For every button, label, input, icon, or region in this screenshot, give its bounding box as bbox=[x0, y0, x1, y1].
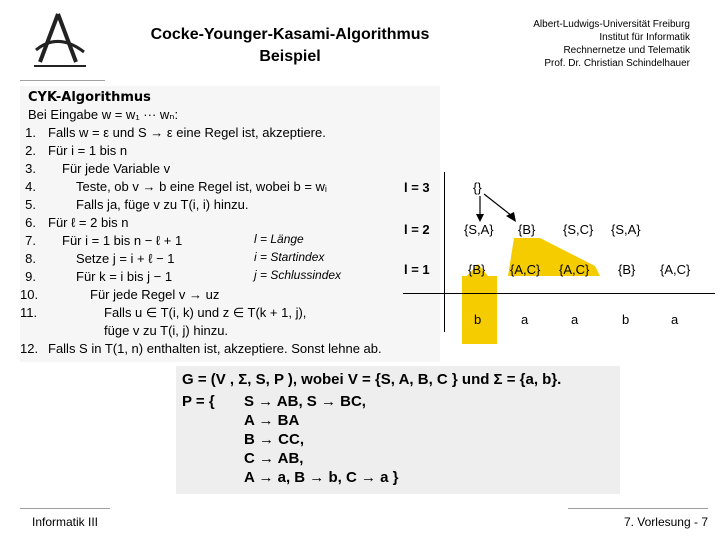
university-line: Institut für Informatik bbox=[599, 32, 690, 43]
input-symbol: b bbox=[474, 312, 482, 327]
table-horizontal-axis bbox=[403, 293, 715, 294]
table-cell: {B} bbox=[468, 262, 486, 277]
university-info bbox=[490, 18, 690, 70]
algorithm-input-line: Bei Eingabe w = w₁ ··· wₙ: bbox=[28, 107, 179, 122]
arrow-line-right bbox=[484, 194, 512, 216]
table-cell: {B} bbox=[518, 222, 536, 237]
table-cell: {A,C} bbox=[559, 262, 590, 277]
arrow-head-left bbox=[476, 214, 484, 222]
algorithm-line: 2. Für i = 1 bis n bbox=[25, 143, 128, 158]
production-rule: S → AB, S → BC, bbox=[244, 393, 366, 410]
algorithm-line: 3. Für jede Variable v bbox=[25, 161, 171, 176]
table-cell: {} bbox=[473, 180, 482, 195]
algorithm-heading: CYK-Algorithmus bbox=[28, 90, 151, 105]
production-rule: B → CC, bbox=[244, 431, 304, 448]
input-symbol: b bbox=[622, 312, 630, 327]
production-rule: A → a, B → b, C → a } bbox=[244, 469, 399, 486]
footer-lecture: 7. Vorlesung - 7 bbox=[568, 508, 708, 529]
title-line-2: Beispiel bbox=[259, 48, 321, 65]
footer-course: Informatik III bbox=[20, 508, 110, 529]
university-line: Rechnernetze und Telematik bbox=[563, 45, 690, 56]
algorithm-line: 1. Falls w = ε und S → ε eine Regel ist, akzeptiere. bbox=[25, 125, 326, 140]
input-symbol: a bbox=[671, 312, 679, 327]
arrow-head-right bbox=[506, 212, 516, 222]
table-cell: {S,A} bbox=[611, 222, 641, 237]
table-cell: {A,C} bbox=[510, 262, 541, 277]
algorithm-line: 11. Falls u ∈ T(i, k) und z ∈ T(k + 1, j), bbox=[20, 305, 307, 320]
algorithm-line: 5. Falls ja, füge v zu T(i, i) hinzu. bbox=[25, 197, 249, 212]
university-logo bbox=[28, 10, 108, 72]
algorithm-line: füge v zu T(i, j) hinzu. bbox=[104, 323, 229, 338]
input-symbol: a bbox=[521, 312, 529, 327]
input-symbol: a bbox=[571, 312, 579, 327]
highlight-column-b bbox=[462, 276, 497, 344]
row-label-l1: l = 1 bbox=[404, 262, 430, 277]
university-line: Albert-Ludwigs-Universität Freiburg bbox=[533, 19, 690, 30]
production-rule: A → BA bbox=[244, 412, 300, 429]
note-end-index: j = Schlussindex bbox=[254, 268, 342, 282]
algorithm-line: 10. Für jede Regel v → uz bbox=[20, 287, 220, 302]
table-vertical-axis bbox=[444, 172, 445, 332]
algorithm-line: 9. Für k = i bis j − 1 bbox=[25, 269, 173, 284]
title-line-1: Cocke-Younger-Kasami-Algorithmus bbox=[150, 26, 430, 43]
production-label: P = { bbox=[182, 393, 215, 410]
row-label-l3: l = 3 bbox=[404, 180, 430, 195]
note-start-index: i = Startindex bbox=[254, 250, 325, 264]
table-cell: {S,C} bbox=[563, 222, 594, 237]
algorithm-line: 8. Setze j = i + ℓ − 1 bbox=[25, 251, 175, 266]
header-divider bbox=[20, 80, 105, 81]
row-label-l2: l = 2 bbox=[404, 222, 430, 237]
table-cell: {S,A} bbox=[464, 222, 494, 237]
university-line: Prof. Dr. Christian Schindelhauer bbox=[544, 58, 690, 69]
grammar-definition: G = (V , Σ, S, P ), wobei V = {S, A, B, C } und Σ = {a, b}. bbox=[182, 371, 562, 388]
note-length: l = Länge bbox=[254, 232, 304, 246]
grammar-box bbox=[176, 366, 620, 494]
algorithm-line: 4. Teste, ob v → b eine Regel ist, wobei b = wᵢ bbox=[25, 179, 327, 194]
algorithm-line: 12. Falls S in T(1, n) enthalten ist, akzeptiere. Sonst lehne ab. bbox=[20, 341, 382, 356]
slide-title bbox=[100, 24, 480, 68]
algorithm-line: 6. Für ℓ = 2 bis n bbox=[25, 215, 129, 230]
production-rule: C → AB, bbox=[244, 450, 304, 467]
table-cell: {A,C} bbox=[660, 262, 691, 277]
table-cell: {B} bbox=[618, 262, 636, 277]
algorithm-line: 7. Für i = 1 bis n − ℓ + 1 bbox=[25, 233, 183, 248]
